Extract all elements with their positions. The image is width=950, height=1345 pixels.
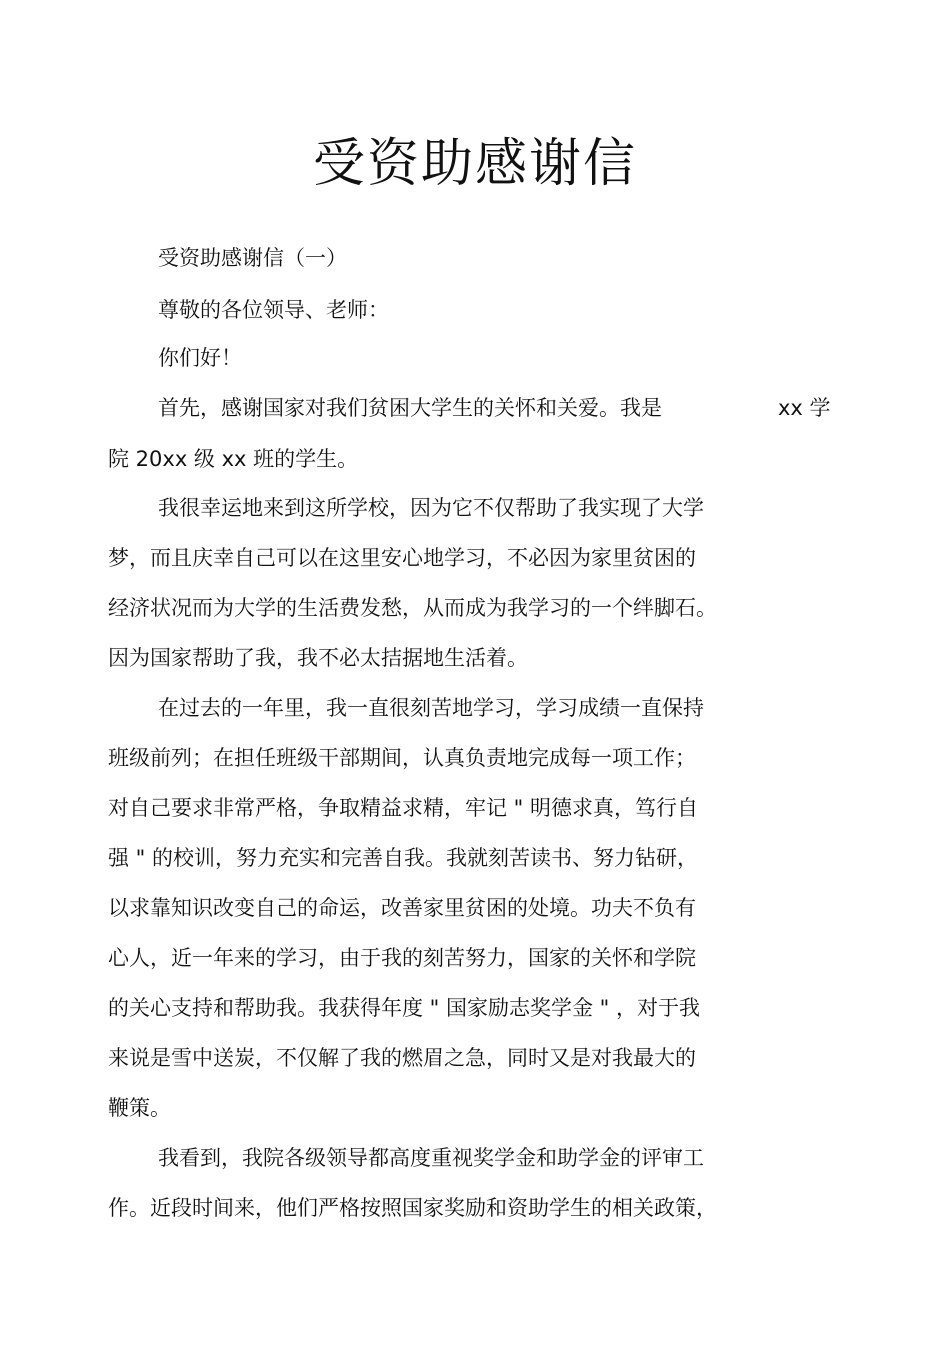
paragraph-3-line-8: 来说是雪中送炭，不仅解了我的燃眉之急，同时又是对我最大的 bbox=[108, 1046, 696, 1070]
paragraph-4-line-2: 作。近段时间来，他们严格按照国家奖励和资助学生的相关政策， bbox=[108, 1196, 717, 1220]
paragraph-4-line-1: 我看到，我院各级领导都高度重视奖学金和助学金的评审工 bbox=[158, 1146, 704, 1170]
salutation: 尊敬的各位领导、老师： bbox=[158, 298, 389, 322]
greeting: 你们好！ bbox=[158, 346, 242, 370]
paragraph-3-line-2: 班级前列；在担任班级干部期间，认真负责地完成每一项工作； bbox=[108, 746, 696, 770]
paragraph-3-line-4: 强 " 的校训，努力充实和完善自我。我就刻苦读书、努力钻研， bbox=[108, 846, 699, 870]
paragraph-3-line-7: 的关心支持和帮助我。我获得年度 " 国家励志奖学金 " ，对于我 bbox=[108, 996, 701, 1020]
paragraph-1-line-2: 院 20xx 级 xx 班的学生。 bbox=[108, 447, 359, 471]
paragraph-3-line-3: 对自己要求非常严格，争取精益求精，牢记 " 明德求真，笃行自 bbox=[108, 796, 699, 820]
paragraph-2-line-3: 经济状况而为大学的生活费发愁，从而成为我学习的一个绊脚石。 bbox=[108, 596, 717, 620]
paragraph-3-line-1: 在过去的一年里，我一直很刻苦地学习，学习成绩一直保持 bbox=[158, 696, 704, 720]
paragraph-2-line-2: 梦，而且庆幸自己可以在这里安心地学习，不必因为家里贫困的 bbox=[108, 546, 696, 570]
paragraph-2-line-1: 我很幸运地来到这所学校，因为它不仅帮助了我实现了大学 bbox=[158, 496, 704, 520]
paragraph-3-line-6: 心人，近一年来的学习，由于我的刻苦努力，国家的关怀和学院 bbox=[108, 946, 696, 970]
paragraph-3-line-5: 以求靠知识改变自己的命运，改善家里贫困的处境。功夫不负有 bbox=[108, 896, 696, 920]
paragraph-3-line-9: 鞭策。 bbox=[108, 1096, 171, 1120]
paragraph-1-line-1: 首先，感谢国家对我们贫困大学生的关怀和关爱。我是 bbox=[158, 396, 662, 420]
document-title: 受资助感谢信 bbox=[312, 134, 637, 194]
paragraph-2-line-4: 因为国家帮助了我，我不必太拮据地生活着。 bbox=[108, 646, 528, 670]
letter-heading: 受资助感谢信（一） bbox=[158, 246, 347, 270]
paragraph-1-line-1-end: xx 学 bbox=[778, 396, 831, 420]
